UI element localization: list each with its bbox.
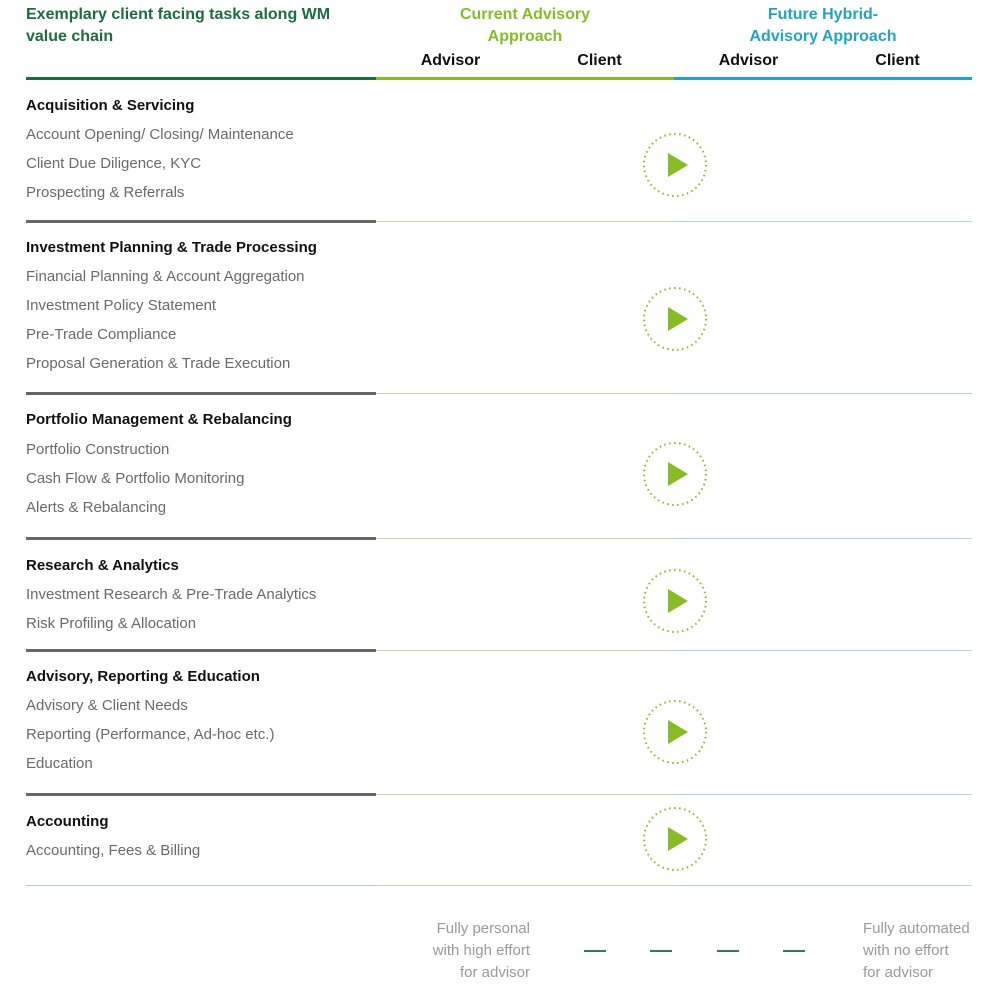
section-item: Advisory & Client Needs <box>26 697 188 714</box>
row-divider <box>376 393 674 394</box>
row-divider <box>26 885 376 886</box>
section-item: Client Due Diligence, KYC <box>26 155 202 172</box>
row-divider <box>26 649 376 652</box>
play-icon <box>643 133 707 197</box>
section-title: Investment Planning & Trade Processing <box>26 239 317 256</box>
row-divider <box>674 393 972 394</box>
row-divider <box>376 538 674 539</box>
future-approach-title-line1: Future Hybrid- <box>767 6 879 23</box>
section-item: Reporting (Performance, Ad-hoc etc.) <box>26 726 275 743</box>
section-item: Proposal Generation & Trade Execution <box>26 355 291 372</box>
legend-scale-dash <box>650 950 672 952</box>
legend-left-line3: for advisor <box>459 964 530 981</box>
play-button[interactable] <box>643 807 707 871</box>
row-divider <box>26 793 376 796</box>
play-icon <box>643 569 707 633</box>
play-button[interactable] <box>643 133 707 197</box>
legend-scale-dash <box>584 950 606 952</box>
row-divider <box>26 392 376 395</box>
section-item: Investment Research & Pre-Trade Analytics <box>26 586 317 603</box>
row-divider <box>376 885 674 886</box>
section-item: Education <box>26 755 93 772</box>
future-client-header: Client <box>875 52 920 69</box>
legend-right-line1: Fully automated <box>863 920 970 937</box>
section-item: Accounting, Fees & Billing <box>26 842 201 859</box>
row-divider <box>674 221 972 222</box>
section-item: Pre-Trade Compliance <box>26 326 177 343</box>
row-divider <box>674 538 972 539</box>
play-icon <box>643 287 707 351</box>
row-divider <box>376 221 674 222</box>
legend-fully-personal <box>390 918 530 984</box>
section-title: Acquisition & Servicing <box>26 97 195 114</box>
legend-scale-dash <box>717 950 739 952</box>
section-title: Advisory, Reporting & Education <box>26 668 260 685</box>
row-divider <box>26 537 376 540</box>
row-divider <box>674 650 972 651</box>
play-button[interactable] <box>643 700 707 764</box>
play-icon <box>643 700 707 764</box>
legend-right-line2: with no effort <box>863 942 949 959</box>
header-rule-current <box>376 77 674 80</box>
play-icon <box>643 442 707 506</box>
row-divider <box>674 885 972 886</box>
current-approach-title-line1: Current Advisory <box>459 6 591 23</box>
play-button[interactable] <box>643 569 707 633</box>
section-item: Financial Planning & Account Aggregation <box>26 268 305 285</box>
row-divider <box>376 794 674 795</box>
future-approach-title <box>674 4 972 48</box>
legend-left-line2: with high effort <box>432 942 530 959</box>
current-approach-title <box>376 4 674 48</box>
future-advisor-header: Advisor <box>718 52 779 69</box>
section-title: Portfolio Management & Rebalancing <box>26 411 292 428</box>
section-item: Account Opening/ Closing/ Maintenance <box>26 126 294 143</box>
legend-left-line1: Fully personal <box>436 920 530 937</box>
section-title: Research & Analytics <box>26 557 179 574</box>
current-approach-title-line2: Approach <box>487 28 563 45</box>
section-item: Risk Profiling & Allocation <box>26 615 197 632</box>
future-approach-title-line2: Advisory Approach <box>749 28 897 45</box>
current-client-header: Client <box>577 52 622 69</box>
play-button[interactable] <box>643 442 707 506</box>
section-item: Investment Policy Statement <box>26 297 217 314</box>
section-item: Cash Flow & Portfolio Monitoring <box>26 470 245 487</box>
row-divider <box>376 650 674 651</box>
current-advisor-header: Advisor <box>420 52 481 69</box>
row-divider <box>674 794 972 795</box>
row-divider <box>26 220 376 223</box>
play-icon <box>643 807 707 871</box>
section-item: Alerts & Rebalancing <box>26 499 167 516</box>
section-title: Accounting <box>26 813 109 830</box>
table-header-title: Exemplary client facing tasks along WM value chain <box>26 6 331 45</box>
legend-fully-automated <box>863 918 993 984</box>
legend-scale-dash <box>783 950 805 952</box>
section-item: Prospecting & Referrals <box>26 184 185 201</box>
header-rule-future <box>674 77 972 80</box>
play-button[interactable] <box>643 287 707 351</box>
section-item: Portfolio Construction <box>26 441 170 458</box>
header-rule-tasks <box>26 77 376 80</box>
legend-right-line3: for advisor <box>863 964 934 981</box>
